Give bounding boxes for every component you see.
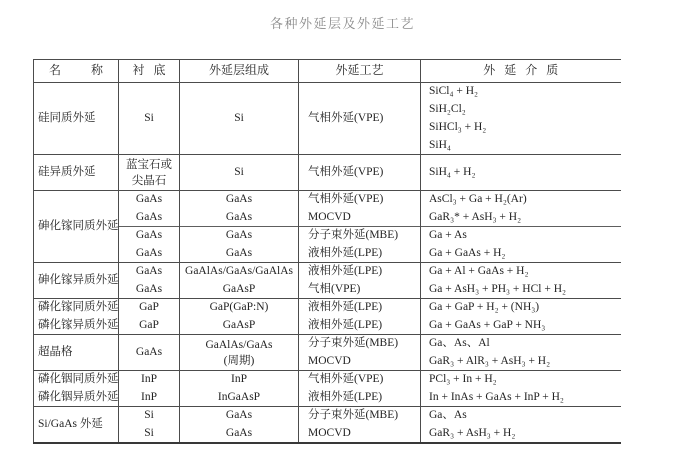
medium-cell: Ga、As、Al — [421, 335, 621, 353]
layer-cell: InP — [180, 371, 299, 389]
medium-cell: GaR₃ + AsH₃ + H₂ — [421, 425, 621, 443]
substrate-cell: Si — [119, 83, 180, 155]
header-row — [34, 60, 621, 83]
substrate-cell: Si — [119, 407, 180, 425]
medium-cell: SiH₄ + H₂ — [421, 155, 621, 191]
substrate-cell: GaAs — [119, 209, 180, 227]
name-cell: 超晶格 — [34, 335, 119, 371]
process-cell: 气相外延(VPE) — [299, 191, 421, 209]
layer-cell: InGaAsP — [180, 389, 299, 407]
name-cell: 硅异质外延 — [34, 155, 119, 191]
process-cell: 气相外延(VPE) — [299, 155, 421, 191]
table-row — [34, 83, 621, 101]
substrate-cell: InP — [119, 389, 180, 407]
medium-cell: PCl₃ + In + H₂ — [421, 371, 621, 389]
process-cell: MOCVD — [299, 209, 421, 227]
medium-cell: Ga + As — [421, 227, 621, 245]
substrate-line: 尖晶石 — [131, 174, 167, 187]
process-cell: 气相(VPE) — [299, 281, 421, 299]
process-cell: 分子束外延(MBE) — [299, 407, 421, 425]
substrate-cell: GaAs — [119, 191, 180, 209]
layer-line: (周期) — [223, 354, 255, 367]
name-cell: Si/GaAs 外延 — [34, 407, 119, 443]
medium-cell: In + InAs + GaAs + InP + H₂ — [421, 389, 621, 407]
layer-cell: GaAsP — [180, 281, 299, 299]
header-name: 名 称 — [34, 60, 119, 83]
process-cell: 分子束外延(MBE) — [299, 335, 421, 353]
header-layer: 外延层组成 — [180, 60, 299, 83]
name-cell: 硅同质外延 — [38, 112, 96, 125]
substrate-cell: Si — [119, 425, 180, 443]
layer-cell: GaAsP — [180, 317, 299, 335]
medium-cell: AsCl₃ + Ga + H₂(Ar) — [421, 191, 621, 209]
header-process: 外延工艺 — [299, 60, 421, 83]
name-cell: 磷化铟异质外延 — [38, 390, 119, 403]
medium-cell: Ga + AsH₃ + PH₃ + HCl + H₂ — [421, 281, 621, 299]
process-cell: 液相外延(LPE) — [299, 389, 421, 407]
medium-cell: SiH₄ — [421, 137, 621, 155]
name-cell: 磷化镓异质外延 — [38, 318, 119, 331]
table-row — [34, 155, 621, 191]
layer-cell: GaAs — [180, 245, 299, 263]
layer-cell: GaAlAs/GaAs/GaAlAs — [180, 263, 299, 281]
process-cell: 气相外延(VPE) — [299, 83, 421, 155]
medium-cell: Ga + GaAs + H₂ — [421, 245, 621, 263]
medium-cell: SiHCl₃ + H₂ — [421, 119, 621, 137]
layer-cell: GaAs — [180, 407, 299, 425]
process-cell: 液相外延(LPE) — [299, 299, 421, 317]
process-cell: 液相外延(LPE) — [299, 317, 421, 335]
table-row — [34, 263, 621, 281]
layer-cell: Si — [180, 155, 299, 191]
layer-cell: GaAs — [180, 209, 299, 227]
table-row — [34, 335, 621, 353]
substrate-cell: GaAs — [119, 263, 180, 281]
substrate-cell — [119, 155, 180, 191]
name-cell: 磷化镓同质外延 — [34, 299, 119, 317]
epitaxy-table — [33, 59, 621, 444]
process-cell: 液相外延(LPE) — [299, 263, 421, 281]
table-row — [34, 317, 621, 335]
table-row — [34, 281, 621, 299]
layer-cell: GaP(GaP:N) — [180, 299, 299, 317]
table-row — [34, 407, 621, 425]
header-substrate: 衬 底 — [119, 60, 180, 83]
table-row — [34, 191, 621, 209]
medium-cell: Ga + GaAs + GaP + NH₃ — [421, 317, 621, 335]
process-cell: 液相外延(LPE) — [299, 245, 421, 263]
table-row — [34, 245, 621, 263]
table-row — [34, 425, 621, 443]
medium-cell: SiCl₄ + H₂ — [421, 83, 621, 101]
medium-cell: SiH₂Cl₂ — [421, 101, 621, 119]
process-cell: MOCVD — [299, 353, 421, 371]
table-row — [34, 209, 621, 227]
name-cell: 砷化镓同质外延 — [34, 191, 119, 263]
layer-cell: GaAs — [180, 425, 299, 443]
layer-cell — [180, 335, 299, 371]
substrate-cell: GaAs — [119, 245, 180, 263]
process-cell: 分子束外延(MBE) — [299, 227, 421, 245]
document-title: 各种外延层及外延工艺 — [269, 16, 415, 31]
table-row — [34, 227, 621, 245]
substrate-cell: GaAs — [119, 227, 180, 245]
layer-line: GaAlAs/GaAs — [205, 338, 273, 351]
layer-cell: Si — [180, 83, 299, 155]
medium-cell: Ga + GaP + H₂ + (NH₃) — [421, 299, 621, 317]
medium-cell: Ga + Al + GaAs + H₂ — [421, 263, 621, 281]
medium-cell: GaR₃ + AlR₃ + AsH₃ + H₂ — [421, 353, 621, 371]
header-medium: 外 延 介 质 — [421, 60, 621, 83]
name-cell: 砷化镓异质外延 — [34, 263, 119, 299]
name-cell: 磷化铟同质外延 — [34, 371, 119, 389]
substrate-cell: GaAs — [119, 281, 180, 299]
table-row — [34, 299, 621, 317]
substrate-cell: GaP — [119, 317, 180, 335]
table-row — [34, 389, 621, 407]
substrate-cell: GaAs — [119, 335, 180, 371]
layer-cell: GaAs — [180, 227, 299, 245]
substrate-line: 蓝宝石或 — [126, 158, 172, 171]
table-row — [34, 371, 621, 389]
process-cell: MOCVD — [299, 425, 421, 443]
process-cell: 气相外延(VPE) — [299, 371, 421, 389]
substrate-cell: GaP — [119, 299, 180, 317]
medium-cell: GaR₃* + AsH₃ + H₂ — [421, 209, 621, 227]
layer-cell: GaAs — [180, 191, 299, 209]
medium-cell: Ga、As — [421, 407, 621, 425]
substrate-cell: InP — [119, 371, 180, 389]
